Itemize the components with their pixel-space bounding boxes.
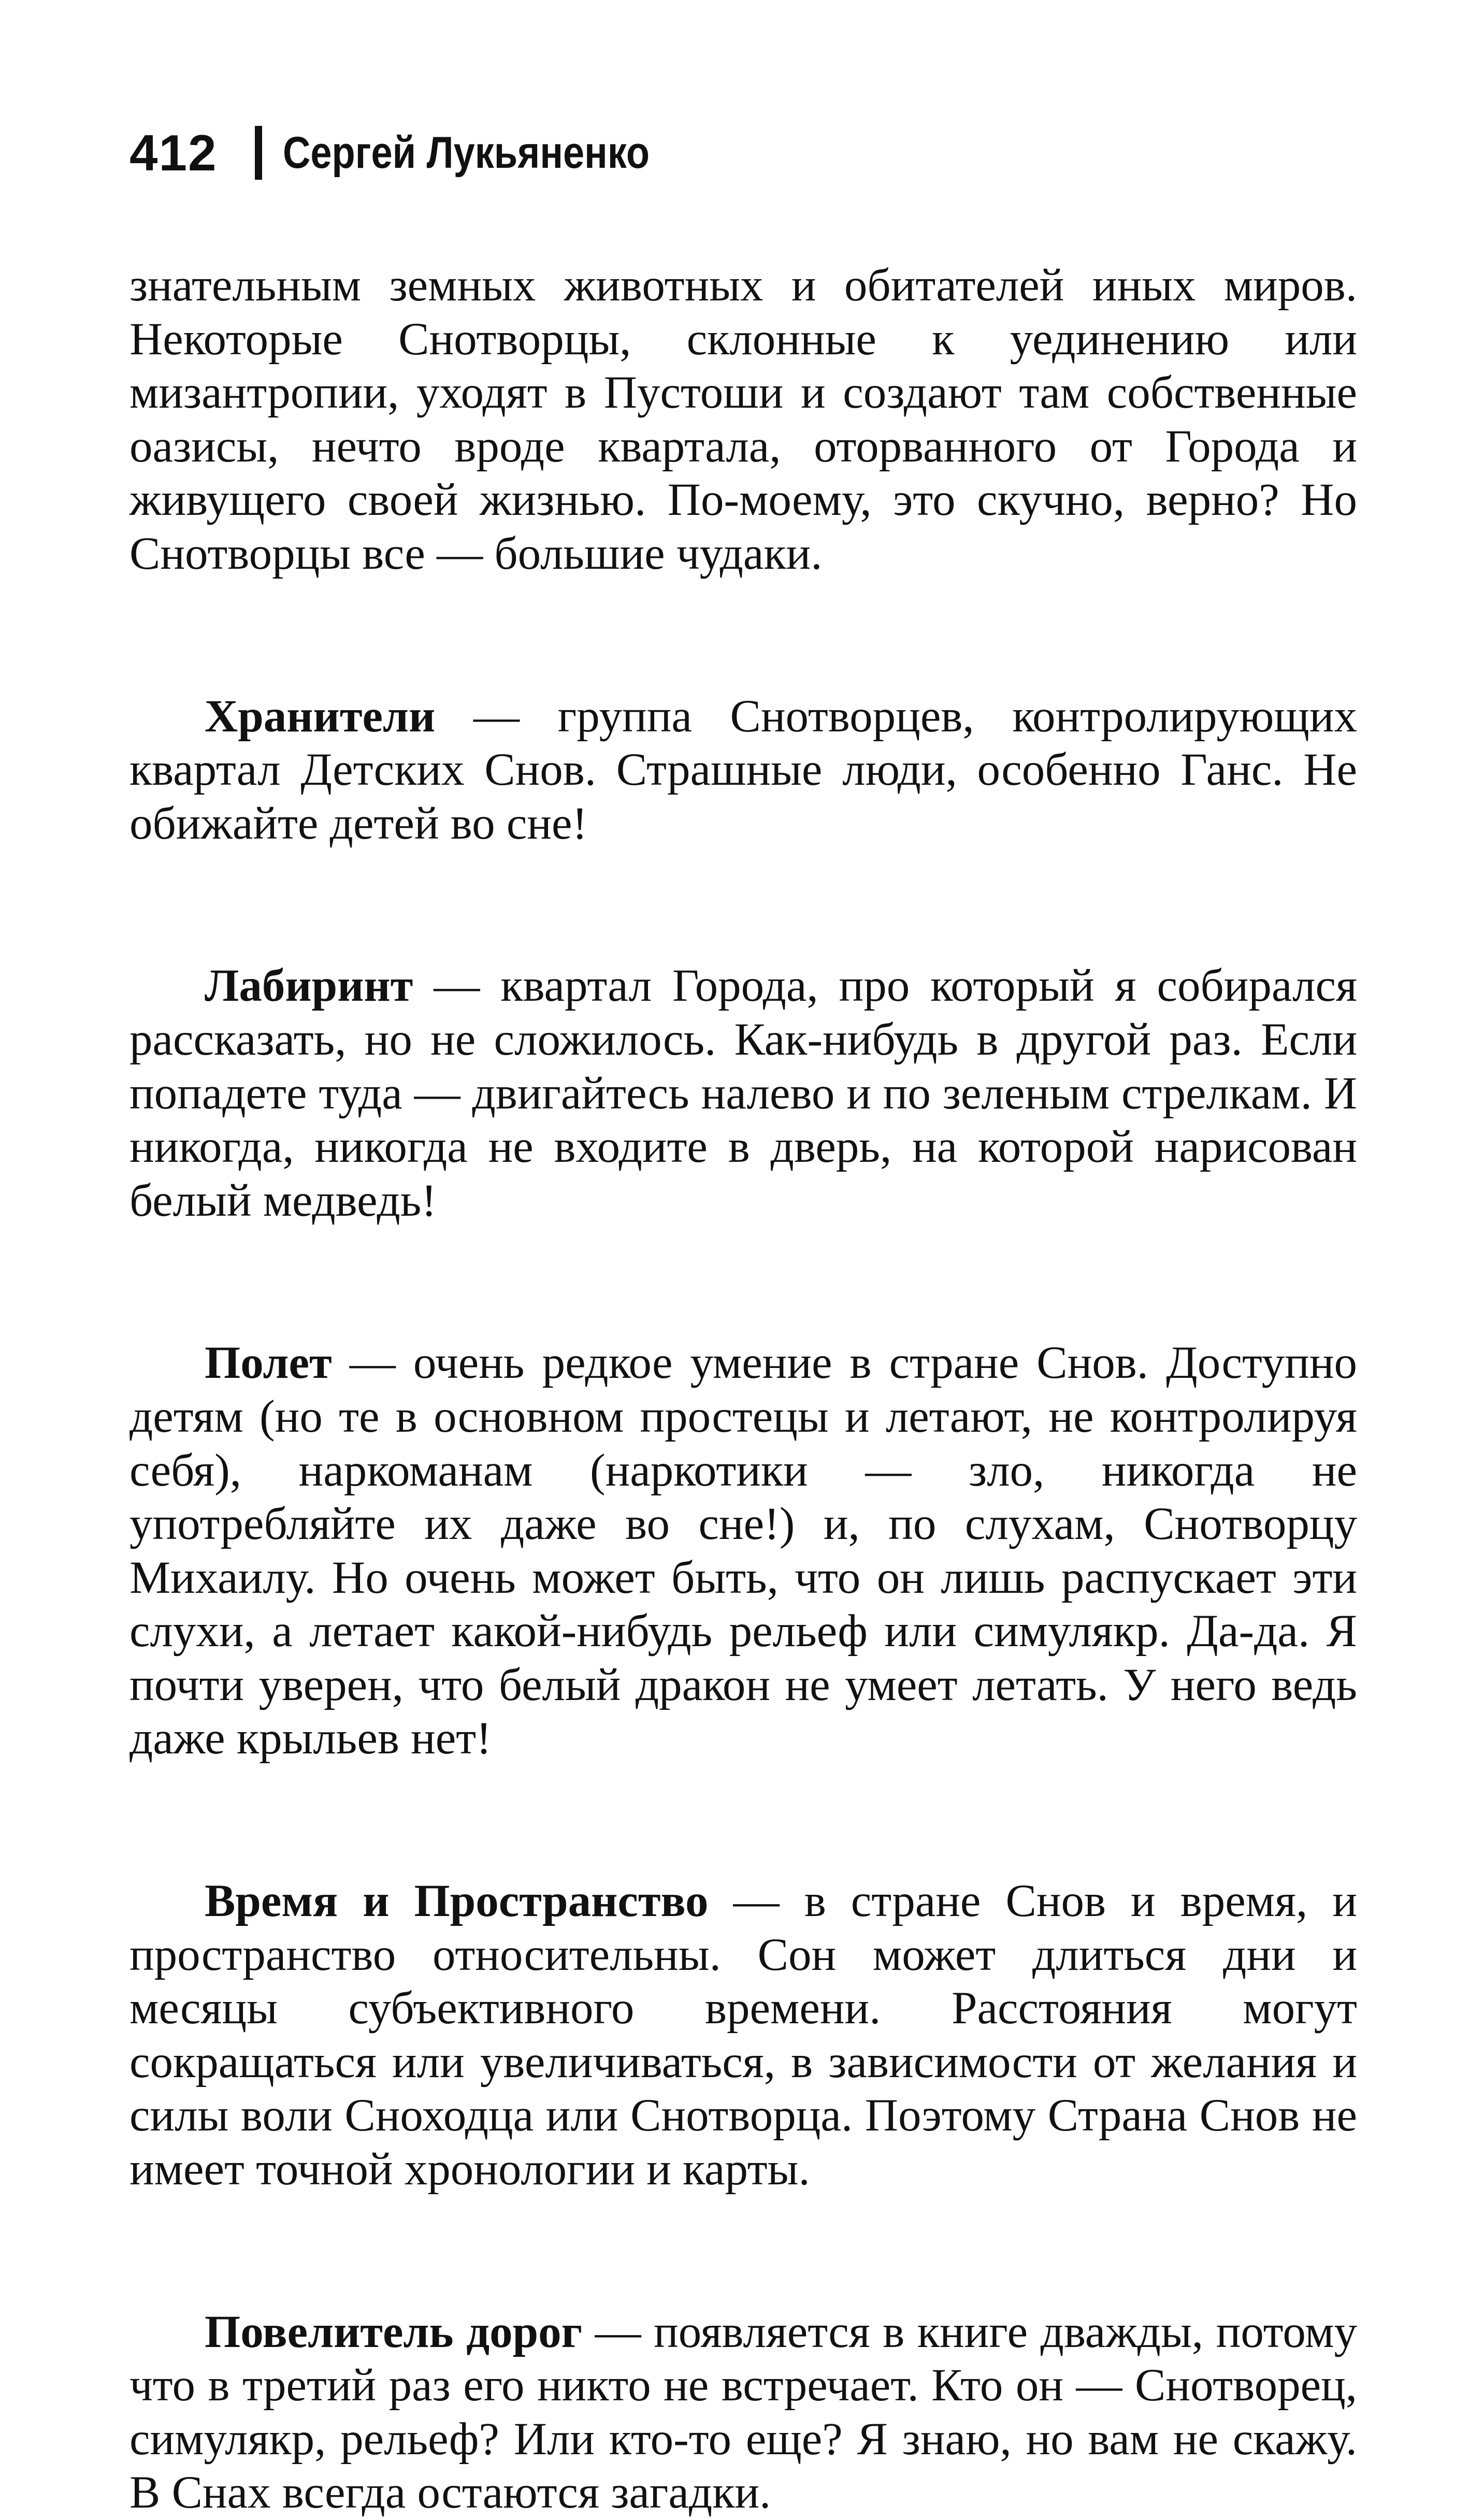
entry-definition: — квартал Города, про который я собирался рассказать, но не сложилось. Как-нибудь в другой раз. Если попадете туда — двигайтесь налево и по зеленым стрелкам. И никогда, никогда не входите в дверь, на которой нарисован белый медведь!: [129, 960, 1357, 1226]
entry-term: Хранители: [205, 690, 436, 742]
entry-definition: — группа Снотворцев, контролирующих квартал Детских Снов. Страшные люди, особенно Ганс. Не обижайте детей во сне!: [129, 690, 1357, 849]
entry-definition: — очень редкое умение в стране Снов. Доступно детям (но те в основном простецы и летают, не контролируя себя), наркоманам (наркотики — зло, никогда не употребляйте их даже во сне!) и, по слухам, Снотворцу Михаилу. Но очень может быть, что он лишь распускает эти слухи, а летает какой-нибудь рельеф или симулякр. Да-да. Я почти уверен, что белый дракон не умеет летать. У него ведь даже крыльев нет!: [129, 1337, 1357, 1764]
glossary-entry-flight: [129, 1336, 1357, 1766]
running-head: [129, 124, 709, 181]
intro-paragraph: знательным земных животных и обитателей иных миров. Некоторые Снотворцы, склонные к уединению или мизантропии, уходят в Пустоши и создают там собственные оазисы, нечто вроде квартала, оторванного от Города и живущего своей жизнью. По-моему, это скучно, верно? Но Снотворцы все — большие чудаки.: [129, 260, 1357, 579]
entry-term: Повелитель дорог: [205, 2306, 583, 2357]
glossary-entry-time-and-space: [129, 1875, 1357, 2197]
entry-definition: — появляется в книге дважды, потому что в третий раз его никто не встречает. Кто он — Снотворец, симулякр, рельеф? Или кто-то еще? Я знаю, но вам не скажу. В Снах всегда остаются загадки.: [129, 2306, 1357, 2518]
entry-definition: — в стране Снов и время, и пространство относительны. Сон может длиться дни и месяцы субъективного времени. Расстояния могут сокращаться или увеличиваться, в зависимости от желания и силы воли Сноходца или Снотворца. Поэтому Страна Снов не имеет точной хронологии и карты.: [129, 1876, 1357, 2195]
glossary-entry-lord-of-roads: [129, 2306, 1357, 2520]
entry-term: Полет: [205, 1337, 332, 1389]
page-number: 412: [129, 124, 218, 181]
entry-term: Время и Пространство: [205, 1876, 709, 1927]
glossary-text: [129, 259, 1357, 2520]
glossary-entry-labyrinth: [129, 959, 1357, 1228]
entry-term: Лабиринт: [205, 960, 413, 1012]
glossary-entry-keepers: [129, 690, 1357, 851]
header-divider: [255, 126, 262, 180]
author-name: Сергей Лукьяненко: [282, 127, 650, 178]
